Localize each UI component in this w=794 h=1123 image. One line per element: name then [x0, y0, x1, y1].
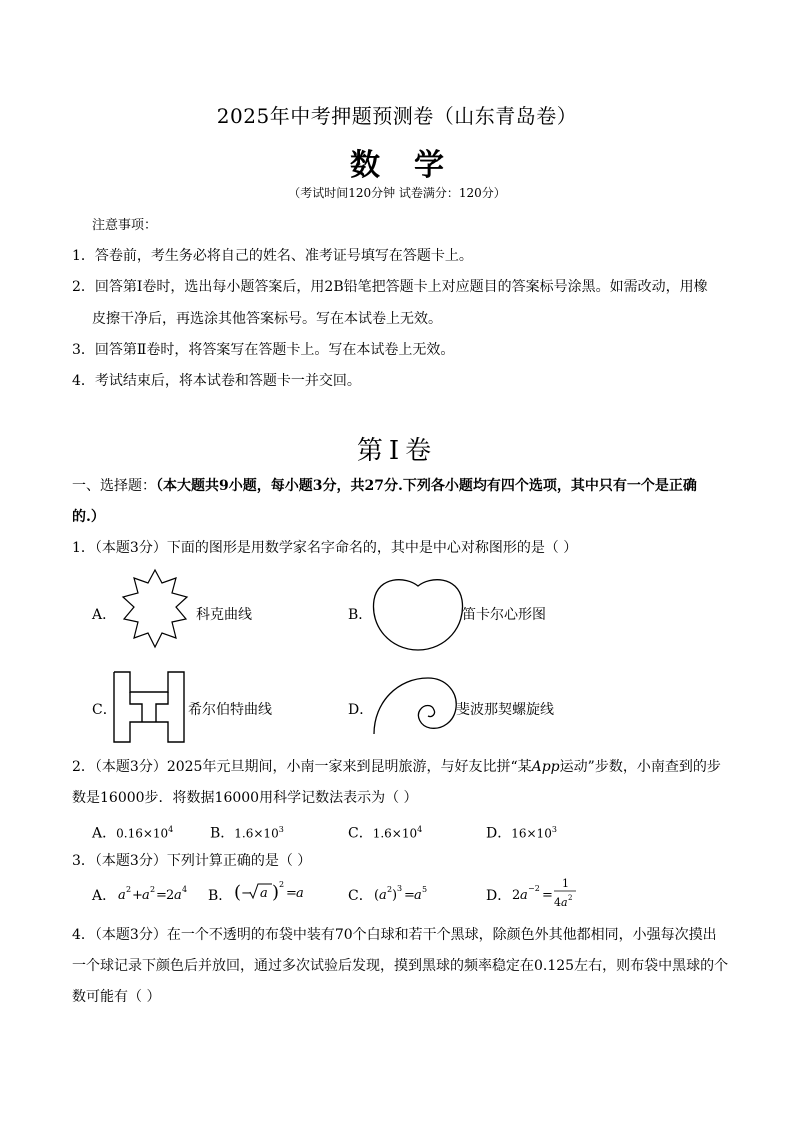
notes-heading: 注意事项： — [92, 218, 158, 233]
svg-text:2: 2 — [512, 888, 521, 903]
q2-stem-cont: 数是16000步．将数据16000用科学记数法表示为（ ） — [72, 790, 418, 806]
q1-option-a-caption: 科克曲线 — [196, 607, 252, 623]
q2-option-a-exp: 4 — [168, 825, 174, 834]
q1-option-d-caption: 斐波那契螺旋线 — [456, 702, 554, 718]
q3-option-d-letter: D． — [486, 888, 512, 904]
svg-text:a: a — [142, 888, 150, 903]
svg-text:2: 2 — [150, 885, 156, 894]
q2-option-d-base: 16×10 — [511, 826, 552, 841]
part1-desc-cont: 的.） — [72, 509, 105, 525]
section-title: 第Ⅰ卷 — [356, 436, 438, 466]
q3-option-b-letter: B． — [208, 888, 233, 904]
time-info: （考试时间120分钟 试卷满分：120分） — [288, 186, 506, 200]
hilbert-curve-figure — [110, 668, 190, 746]
q2-stem — [72, 757, 721, 777]
note-item-1: 1．答卷前，考生务必将自己的姓名、准考证号填写在答题卡上。 — [72, 248, 473, 264]
koch-curve-figure — [110, 567, 200, 659]
hilbert-curve-shape — [114, 672, 184, 742]
q2-stem-part-b: 运动”步数，小南查到的步 — [559, 759, 721, 775]
svg-text:1: 1 — [562, 877, 569, 890]
q3-option-c-letter: C． — [348, 888, 373, 904]
q2-stem-part-a: 2．（本题3分）2025年元旦期间，小南一家来到昆明旅游，与好友比拼“某 — [72, 759, 532, 775]
svg-text:5: 5 — [422, 885, 428, 894]
exam-title: 2025年中考押题预测卷（山东青岛卷） — [216, 104, 578, 128]
svg-text:(: ( — [374, 888, 380, 903]
svg-text:−2: −2 — [528, 884, 540, 893]
q1-option-c-caption: 希尔伯特曲线 — [188, 702, 272, 718]
cardioid-figure — [368, 574, 468, 656]
q2-option-d — [486, 820, 557, 844]
svg-text:=: = — [404, 888, 415, 903]
fibonacci-spiral-shape — [374, 678, 456, 734]
svg-text:a: a — [414, 888, 422, 903]
q2-option-d-letter: D． — [486, 825, 512, 842]
svg-text:2: 2 — [387, 885, 393, 894]
svg-text:2: 2 — [126, 885, 132, 894]
q2-option-c-letter: C． — [348, 825, 373, 842]
q2-option-d-exp: 3 — [551, 825, 557, 834]
svg-text:a: a — [118, 888, 126, 903]
part1-desc: （本大题共9小题，每小题3分，共27分.下列各小题均有四个选项，其中只有一个是正确 — [156, 478, 697, 494]
svg-text:a: a — [520, 888, 528, 903]
part1-head: 一、选择题： — [72, 478, 156, 494]
svg-text:−: − — [241, 886, 252, 901]
q3-option-b-formula — [232, 876, 312, 906]
q2-option-c — [348, 820, 422, 844]
svg-text:a: a — [296, 886, 304, 901]
q3-option-c-formula — [372, 880, 442, 906]
q1-option-b-letter: B． — [348, 607, 373, 623]
q4-stem-line-2: 一个球记录下颜色后并放回，通过多次试验后发现，摸到黑球的频率稳定在0.125左右，则布袋中黑球的个 — [72, 958, 729, 974]
q2-stem-app: App — [531, 759, 560, 775]
svg-text:4: 4 — [182, 885, 188, 894]
q3-stem: 3．（本题3分）下列计算正确的是（ ） — [72, 853, 312, 869]
q2-option-b-exp: 3 — [278, 825, 284, 834]
svg-text:): ) — [392, 888, 398, 903]
q2-option-a — [92, 820, 173, 844]
cardioid-shape — [373, 580, 462, 650]
q1-option-d-letter: D． — [348, 702, 374, 718]
q2-option-c-base: 1.6×10 — [372, 826, 418, 841]
q4-stem-line-1: 4．（本题3分）在一个不透明的布袋中装有70个白球和若干个黑球，除颜色外其他都相同，小强每次摸出 — [72, 927, 717, 943]
svg-text:(: ( — [234, 882, 242, 903]
svg-text:a: a — [260, 886, 268, 901]
note-item-4: 4．考试结束后，将本试卷和答题卡一并交回。 — [72, 373, 361, 389]
subject-title: 数学 — [350, 148, 478, 183]
q2-option-a-letter: A． — [92, 825, 117, 842]
fibonacci-spiral-figure — [368, 672, 462, 744]
note-item-2: 2．回答第Ⅰ卷时，选出每小题答案后，用2B铅笔把答题卡上对应题目的答案标号涂黑。如需改动，用橡 — [72, 279, 708, 295]
svg-text:3: 3 — [397, 884, 403, 893]
svg-text:a: a — [561, 896, 568, 909]
svg-text:4: 4 — [554, 896, 561, 909]
svg-text:): ) — [272, 882, 280, 903]
q3-option-a-letter: A． — [92, 888, 117, 904]
q2-option-b-letter: B． — [210, 825, 235, 842]
part1-header — [72, 476, 697, 496]
q1-option-a-letter: A． — [92, 607, 117, 623]
svg-text:a: a — [174, 888, 182, 903]
svg-text:=: = — [542, 888, 553, 903]
q2-option-b — [210, 820, 284, 844]
svg-text:2: 2 — [166, 888, 175, 903]
svg-text:2: 2 — [279, 880, 285, 889]
q3-option-d-formula — [510, 874, 590, 914]
note-item-3: 3．回答第Ⅱ卷时，将答案写在答题卡上。写在本试卷上无效。 — [72, 342, 455, 358]
q2-option-c-exp: 4 — [417, 825, 423, 834]
svg-text:a: a — [379, 888, 387, 903]
note-item-2-cont: 皮擦干净后，再选涂其他答案标号。写在本试卷上无效。 — [92, 311, 442, 327]
q2-option-b-base: 1.6×10 — [234, 826, 279, 841]
q3-option-a-formula — [116, 880, 196, 906]
svg-text:=: = — [286, 886, 297, 901]
svg-text:=: = — [156, 888, 167, 903]
svg-text:+: + — [132, 888, 143, 903]
q1-stem: 1．（本题3分）下面的图形是用数学家名字命名的，其中是中心对称图形的是（ ） — [72, 540, 578, 556]
q1-option-b-caption: 笛卡尔心形图 — [462, 607, 546, 623]
svg-text:2: 2 — [568, 894, 573, 902]
q2-option-a-base: 0.16×10 — [116, 826, 169, 841]
q1-option-c-letter: C． — [92, 702, 117, 718]
q4-stem-line-3: 数可能有（ ） — [72, 989, 161, 1005]
koch-snowflake-shape — [123, 570, 187, 647]
